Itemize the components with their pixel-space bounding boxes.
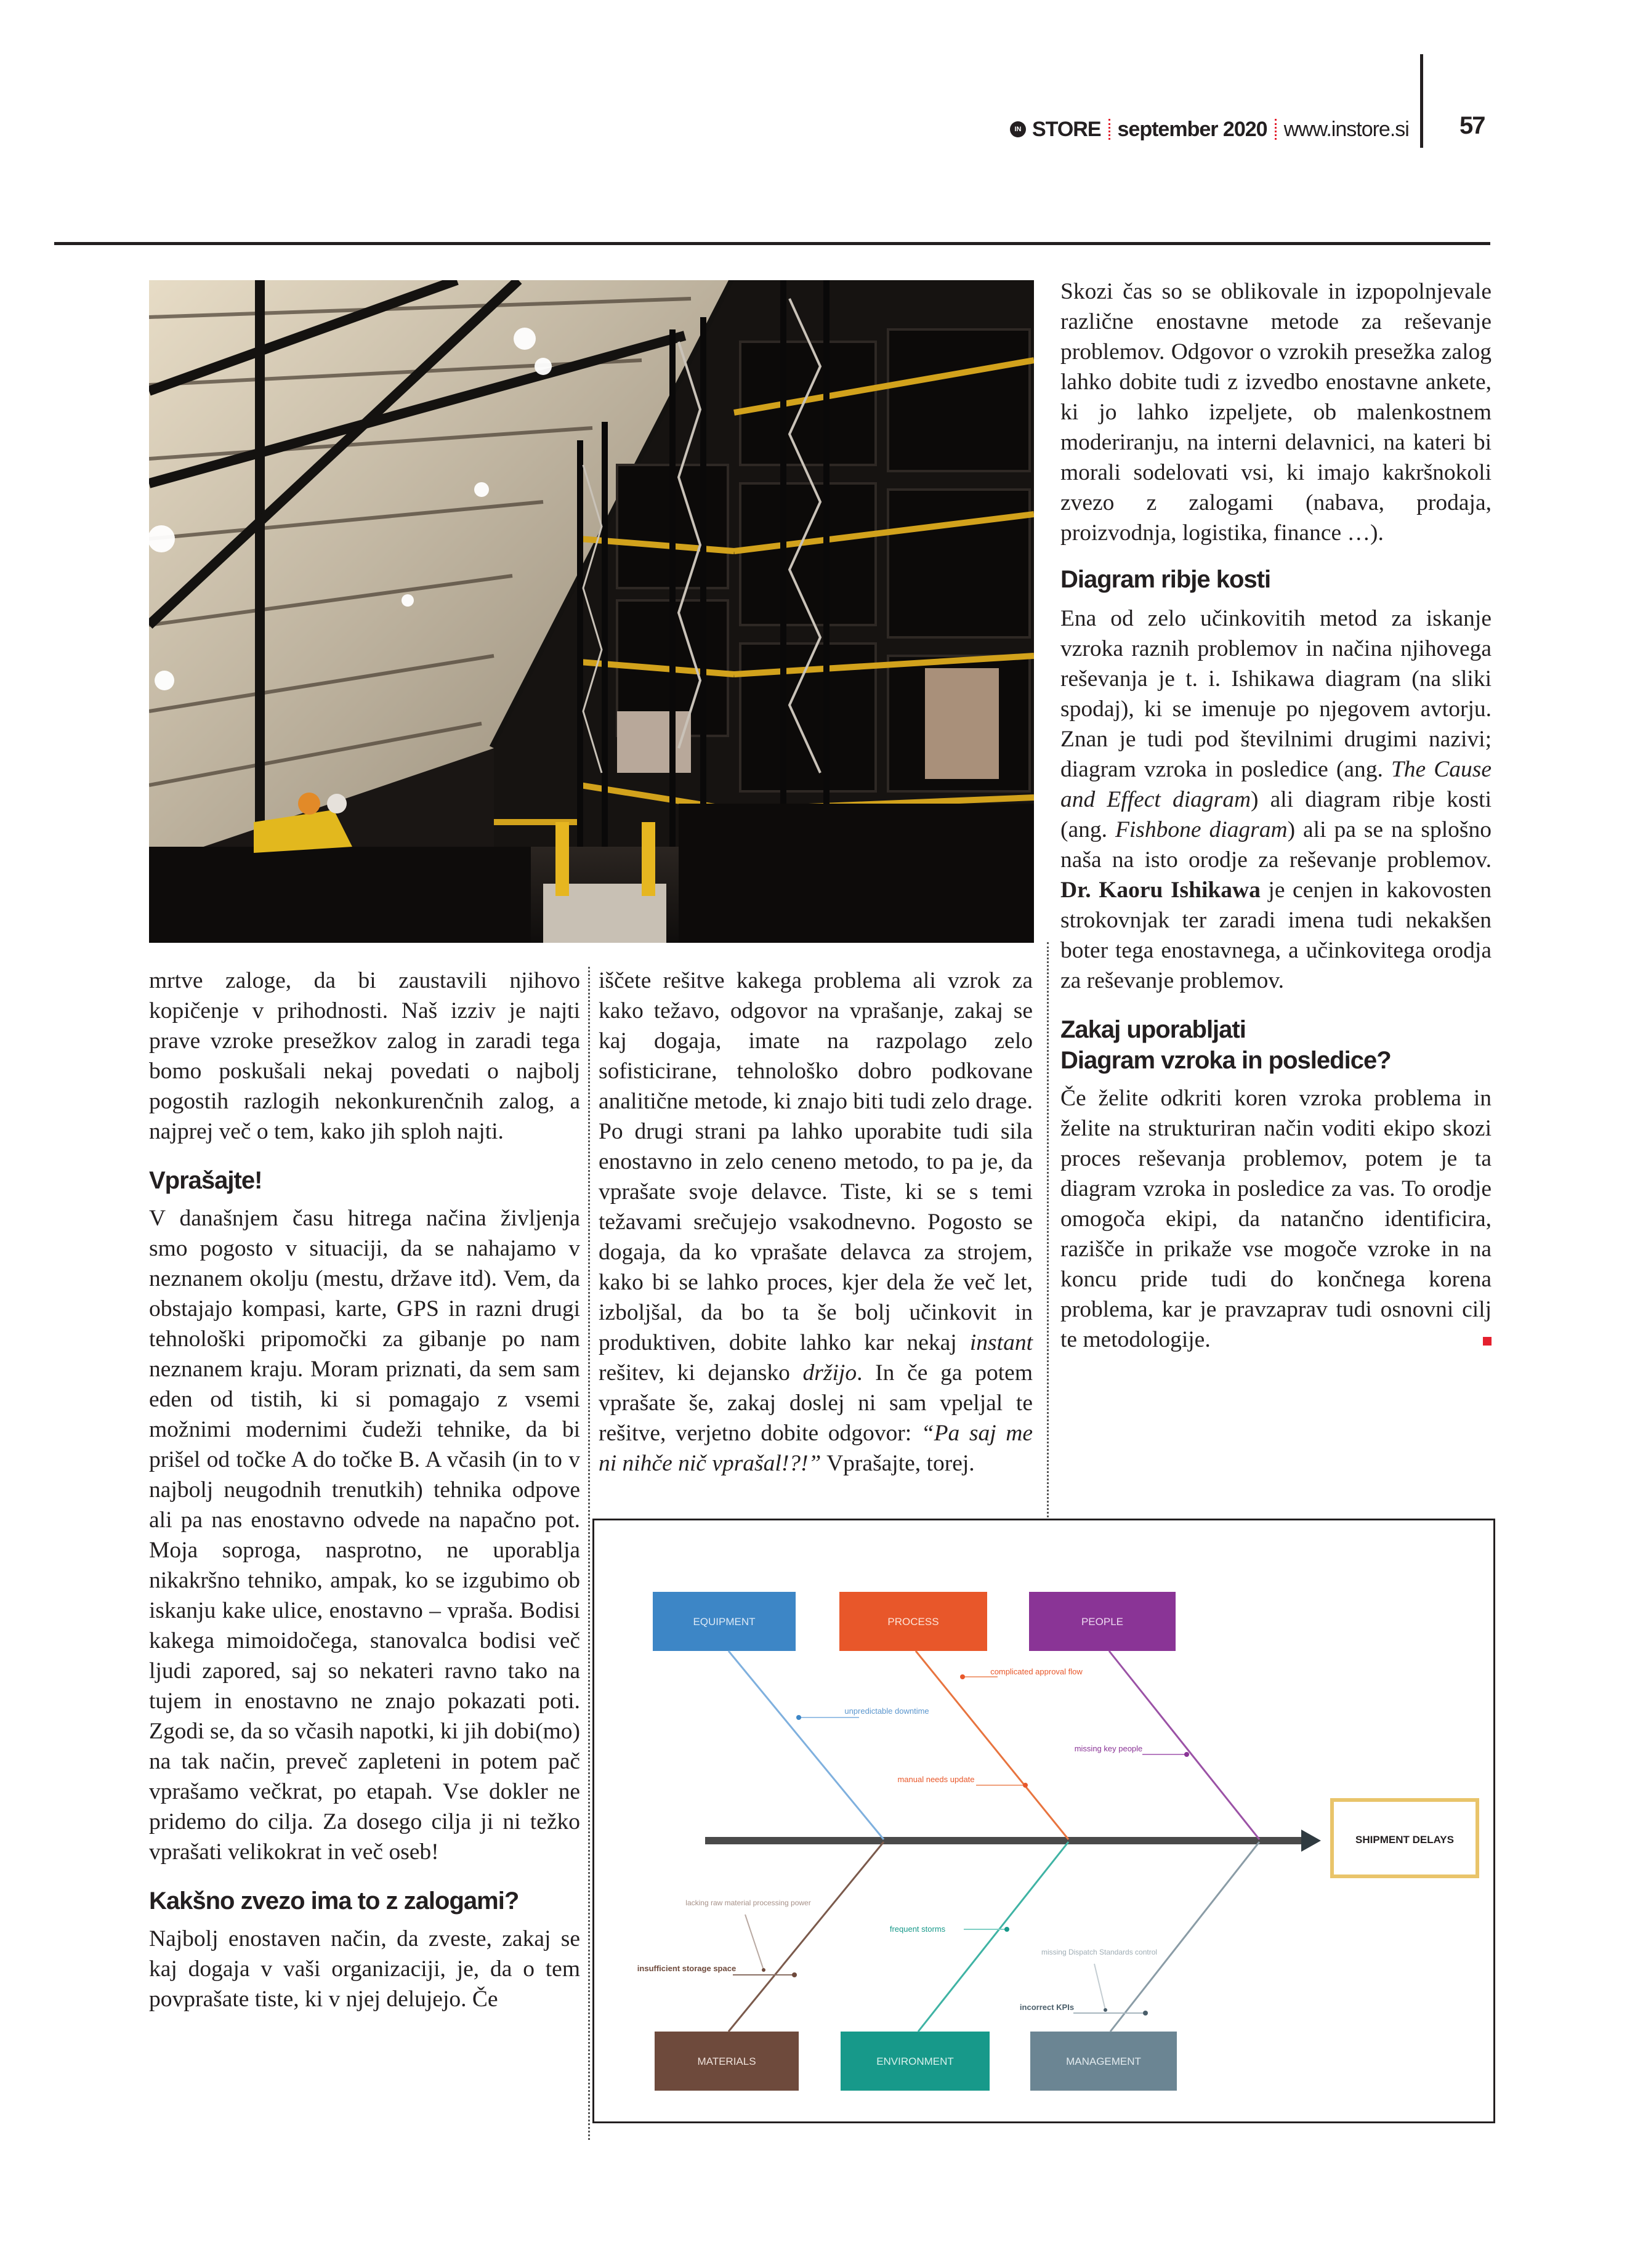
text-run: iščete rešitve kakega problema ali vzrok za kako težavo, odgovor na vprašanje, zakaj se kaj dogaja, imate na razpolago zelo sofisticirane, tehnološko dobro podkovane analitične metode, ki znajo biti tudi zelo drage. Po drugi strani pa lahko uporabite tudi sila enostavno in zelo ceneno metodo, to pa je, da vprašate svoje delavce. Tiste, ki se s temi težavami srečujejo vsakodnevno. Pogosto se dogaja, da ko vprašate delavca za strojem, kako bi se lahko proces, kjer dela že več let, izboljšal, da bo ta še bolj učinkovit in produktiven, dobite lahko kar nekaj <box>599 968 1033 1355</box>
instore-logo-icon: IN <box>1010 121 1026 137</box>
header-horizontal-rule <box>54 242 1490 245</box>
fishbone-svg <box>594 1520 1493 2121</box>
text-run: . In če ga potem vprašate še, zakaj doslej ni sam vpeljal te rešitve, verjetno dobite odgovor: <box>599 1360 1033 1446</box>
svg-text:MANAGEMENT: MANAGEMENT <box>1066 2056 1141 2067</box>
column-divider <box>588 967 590 2140</box>
paragraph: Skozi čas so se oblikovale in izpopolnjevale različne enostavne metode za reševanje problemov. Odgovor o vzrokih presežka zalog lahko dobite tudi z izvedbo enostavne ankete, ki jo lahko izpeljete, ob malenkostnem moderiranju, na interni delavnici, na kateri bi morali sodelovati vsi, ki imajo kakršnokoli zvezo z zalogami (nabava, prodaja, proizvodnja, logistika, finance …). <box>1060 279 1492 546</box>
text-run: je cenjen in kakovosten strokovnjak ter zaradi imena tudi nekakšen boter tega enostavnega, a učinkovitega orodja za reševanje problemov. <box>1060 878 1492 993</box>
cause-label: lacking raw material processing power <box>685 1899 811 1907</box>
cause-label: incorrect KPIs <box>1019 2003 1075 2012</box>
magazine-url[interactable]: www.instore.si <box>1283 117 1409 141</box>
magazine-brand: STORE <box>1032 117 1101 141</box>
end-of-article-mark-icon <box>1483 1337 1492 1346</box>
category-materials <box>655 2032 799 2091</box>
paragraph: Najbolj enostaven način, da zveste, zakaj se kaj dogaja v vaši organizaciji, je, da o tem povprašate tiste, ki v njej delujejo. Če <box>149 1926 580 2012</box>
section-heading-zaloge: Kakšno zvezo ima to z zalogami? <box>149 1887 519 1915</box>
svg-text:EQUIPMENT: EQUIPMENT <box>693 1616 756 1628</box>
text-run: Vprašajte, torej. <box>821 1451 975 1476</box>
text-run: Ena od zelo učinkovitih metod za iskanje vzroka raznih problemov in načina njihovega reševanja je t. i. Ishikawa diagram (na sliki spodaj), ki se imenuje po njegovem avtorju. Znan je tudi pod številnimi drugimi nazivi; diagram vzroka in posledice (ang. <box>1060 606 1492 782</box>
cause-label: missing key people <box>1074 1744 1143 1753</box>
warehouse-illustration <box>149 280 1034 943</box>
italic-term: Fishbone diagram <box>1115 817 1288 842</box>
fishbone-diagram <box>592 1519 1495 2123</box>
category-people <box>1029 1592 1176 1651</box>
header-separator <box>1275 119 1277 140</box>
header-vertical-rule <box>1420 54 1423 148</box>
text-run: ) ali diagram ribje kosti (ang. <box>1060 787 1492 842</box>
paragraph: V današnjem času hitrega načina življenja smo pogosto v situaciji, da se nahajamo v neznanem okolju (mestu, države itd). Vem, da obstajajo kompasi, karte, GPS in razni drugi tehnološki pripomočki za gibanje po nam neznanem kraju. Moram priznati, da sem sam eden od tistih, ki si pomagajo z vsemi možnimi modernimi čudeži tehnike, da bi prišel od točke A do točke B. A včasih (in to v najbolj neugodnih trenutkih) tehnika odpove ali pa nas enostavno odvede na napačno pot. Moja soproga, nasprotno, ne uporablja nikakršno tehniko, ampak, ko se izgubimo ob iskanju kake ulice, enostavno – vpraša. Bodisi kakega mimoidočega, stanovalca bodisi več ljudi zapored, saj so nekateri ravno tako na tujem in enostavno ne znajo pokazati poti. Zgodi se, da so včasih napotki, ki jih dobi(mo) na tak način, preveč zapleteni in potem pač vprašamo večkrat, po etapah. Vse dokler ne pridemo do cilja. Za dosego cilja ji ni težko vprašati velikokrat in več oseb! <box>149 1206 580 1865</box>
category-process <box>839 1592 987 1651</box>
svg-text:ENVIRONMENT: ENVIRONMENT <box>876 2056 954 2067</box>
text-run: rešitev, ki dejansko <box>599 1360 803 1386</box>
text-run: Če želite odkriti koren vzroka problema in želite na strukturiran način voditi ekipo skozi proces reševanja problemov, potem je ta diagram vzroka in posledice za vas. To orodje omogoča ekipi, da natančno identificira, razišče in prikaže vse mogoče vzroke in na koncu pride tudi do končnega korena problema, kar je pravzaprav tudi osnovni cilj te metodologije. <box>1060 1086 1492 1352</box>
article-column-1 <box>149 966 580 2014</box>
heading-line: Zakaj uporabljati <box>1060 1016 1246 1043</box>
issue-date: september 2020 <box>1117 117 1267 141</box>
paragraph <box>599 966 1033 1479</box>
arrowhead-icon <box>1301 1830 1321 1852</box>
section-heading-ribja-kost: Diagram ribje kosti <box>1060 566 1271 593</box>
article-column-3 <box>1060 276 1492 1355</box>
italic-quote: “Pa saj me ni nihče nič vprašal!?!” <box>599 1421 1033 1476</box>
category-environment <box>841 2032 990 2091</box>
article-column-2 <box>599 966 1033 1479</box>
italic-term: The Cause and Effect diagram <box>1060 757 1492 812</box>
bold-name: Dr. Kaoru Ishikawa <box>1060 878 1261 903</box>
cause-label: manual needs update <box>897 1775 975 1784</box>
warehouse-photo <box>149 280 1034 943</box>
italic-term: držijo <box>802 1360 857 1386</box>
svg-text:PEOPLE: PEOPLE <box>1081 1616 1124 1628</box>
paragraph: mrtve zaloge, da bi zaustavili njihovo kopičenje v prihodnosti. Naš izziv je najti prave vzroke presežkov zalog in zaradi tega bomo poskušali nekaj povedati o najbolj pogostih razlogih nekonkurenčnih zalog, a najprej več o tem, kako jih sploh najti. <box>149 968 580 1144</box>
svg-text:MATERIALS: MATERIALS <box>697 2056 756 2067</box>
text-run: ) ali pa se na splošno naša na isto orodje za reševanje problemov. <box>1060 817 1492 873</box>
cause-label: insufficient storage space <box>637 1964 737 1973</box>
heading-line: Diagram vzroka in posledice? <box>1060 1047 1391 1074</box>
paragraph <box>1060 1083 1492 1355</box>
effect-label: SHIPMENT DELAYS <box>1355 1834 1454 1846</box>
category-equipment <box>653 1592 796 1651</box>
section-heading-zakaj <box>1060 1014 1492 1076</box>
cause-label: missing Dispatch Standards control <box>1041 1948 1158 1956</box>
section-heading-vprasajte: Vprašajte! <box>149 1167 262 1194</box>
paragraph <box>1060 603 1492 996</box>
running-header <box>1010 111 1409 148</box>
cause-label: unpredictable downtime <box>844 1706 929 1716</box>
column-divider <box>1047 942 1049 1521</box>
category-management <box>1030 2032 1177 2091</box>
cause-label: complicated approval flow <box>990 1667 1083 1676</box>
page-number: 57 <box>1459 112 1485 139</box>
cause-label: frequent storms <box>889 1924 946 1934</box>
italic-term: instant <box>969 1330 1033 1355</box>
svg-text:PROCESS: PROCESS <box>887 1616 939 1628</box>
header-separator <box>1108 119 1110 140</box>
